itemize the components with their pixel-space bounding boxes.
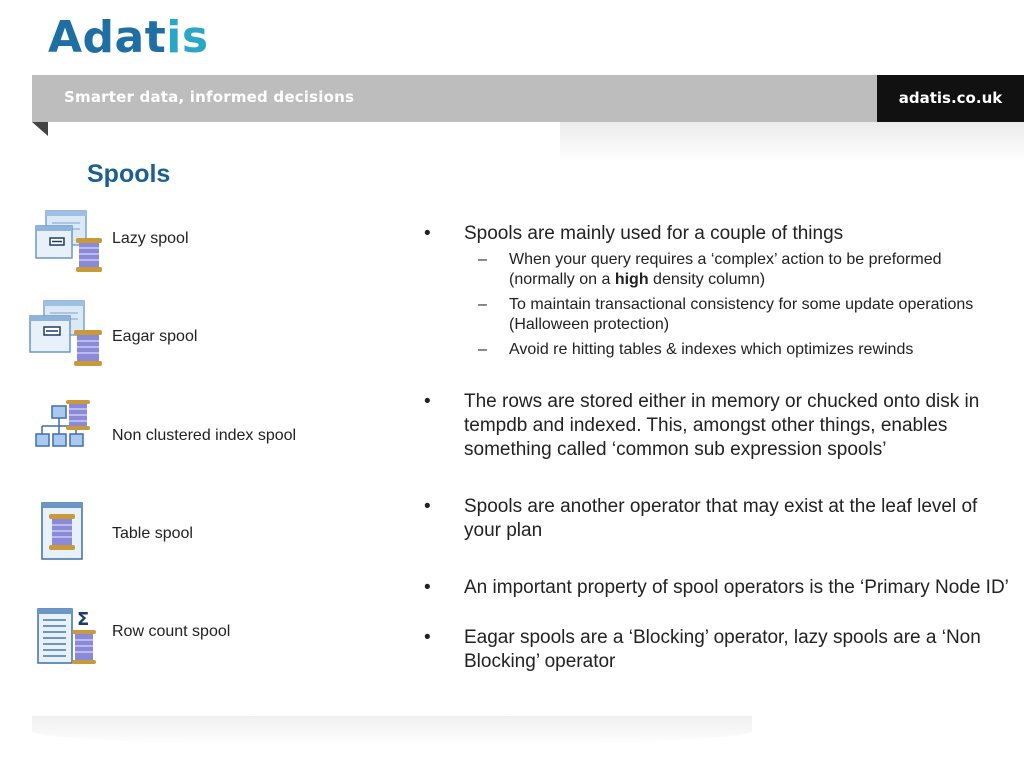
sub-bullet-text-end: density column) (648, 271, 766, 288)
operator-label: Lazy spool (112, 230, 189, 247)
banner-fold (32, 122, 48, 136)
operator-lazy-spool (28, 208, 328, 278)
bullet-text: The rows are stored either in memory or chucked onto disk in tempdb and indexed. This, amongst other things, enables something called ‘common sub expression spools’ (464, 391, 980, 460)
operator-eager-spool (28, 300, 328, 370)
index-spool-icon (28, 398, 104, 468)
website-link[interactable]: adatis.co.uk (877, 75, 1024, 122)
adatis-logo (48, 14, 209, 62)
operator-label: Table spool (112, 525, 193, 542)
logo-suffix-text: is (166, 12, 209, 63)
bullet-marker: • (424, 391, 431, 412)
sub-bullet-text: To maintain transactional consistency for some update operations (Halloween protection) (509, 296, 974, 333)
lazy-spool-icon (28, 208, 104, 278)
bullet-item (420, 495, 1010, 543)
operator-label: Row count spool (112, 623, 231, 640)
slide-title: Spools (87, 160, 171, 188)
bullet-text: Spools are another operator that may exist at the leaf level of your plan (464, 496, 978, 541)
bullet-text: Eagar spools are a ‘Blocking’ operator, lazy spools are a ‘Non Blocking’ operator (464, 627, 981, 672)
sub-bullet-list (464, 250, 1010, 360)
sub-bullet-text: When your query requires a ‘complex’ action to be preformed (normally on a (509, 251, 942, 288)
bullet-text: An important property of spool operators is the ‘Primary Node ID’ (464, 577, 1009, 598)
operator-label: Eagar spool (112, 328, 198, 345)
bullet-marker: • (424, 496, 431, 517)
sub-bullet-item (464, 340, 1010, 360)
bullet-item (420, 222, 1010, 360)
bullet-item (420, 390, 1010, 462)
header-shadow (560, 122, 1024, 162)
sub-bullet-text: Avoid re hitting tables & indexes which optimizes rewinds (509, 341, 914, 358)
dash-marker: – (478, 341, 487, 358)
svg-text:Σ: Σ (77, 609, 90, 630)
logo-main-text: Adat (48, 12, 167, 63)
dash-marker: – (478, 296, 487, 313)
operator-label: Non clustered index spool (112, 427, 297, 444)
operator-row-count-spool (28, 605, 328, 675)
tagline-banner (32, 75, 877, 122)
table-spool-icon (28, 500, 104, 570)
eager-spool-icon (28, 300, 104, 370)
bullet-marker: • (424, 577, 431, 598)
bullet-item (420, 576, 1010, 600)
dash-marker: – (478, 251, 487, 268)
row-count-spool-icon (28, 605, 104, 675)
sub-bullet-item (464, 295, 1010, 335)
tagline-text: Smarter data, informed decisions (64, 88, 355, 106)
sub-bullet-item (464, 250, 1010, 290)
bullet-list (420, 222, 1010, 674)
operator-table-spool (28, 500, 328, 570)
bullet-text: Spools are mainly used for a couple of things (464, 223, 844, 244)
footer-shadow (32, 716, 752, 746)
operator-index-spool (28, 398, 328, 468)
sub-bullet-bold-text: high (614, 271, 649, 288)
bullet-marker: • (424, 223, 431, 244)
bullet-item (420, 626, 1010, 674)
bullet-marker: • (424, 627, 431, 648)
